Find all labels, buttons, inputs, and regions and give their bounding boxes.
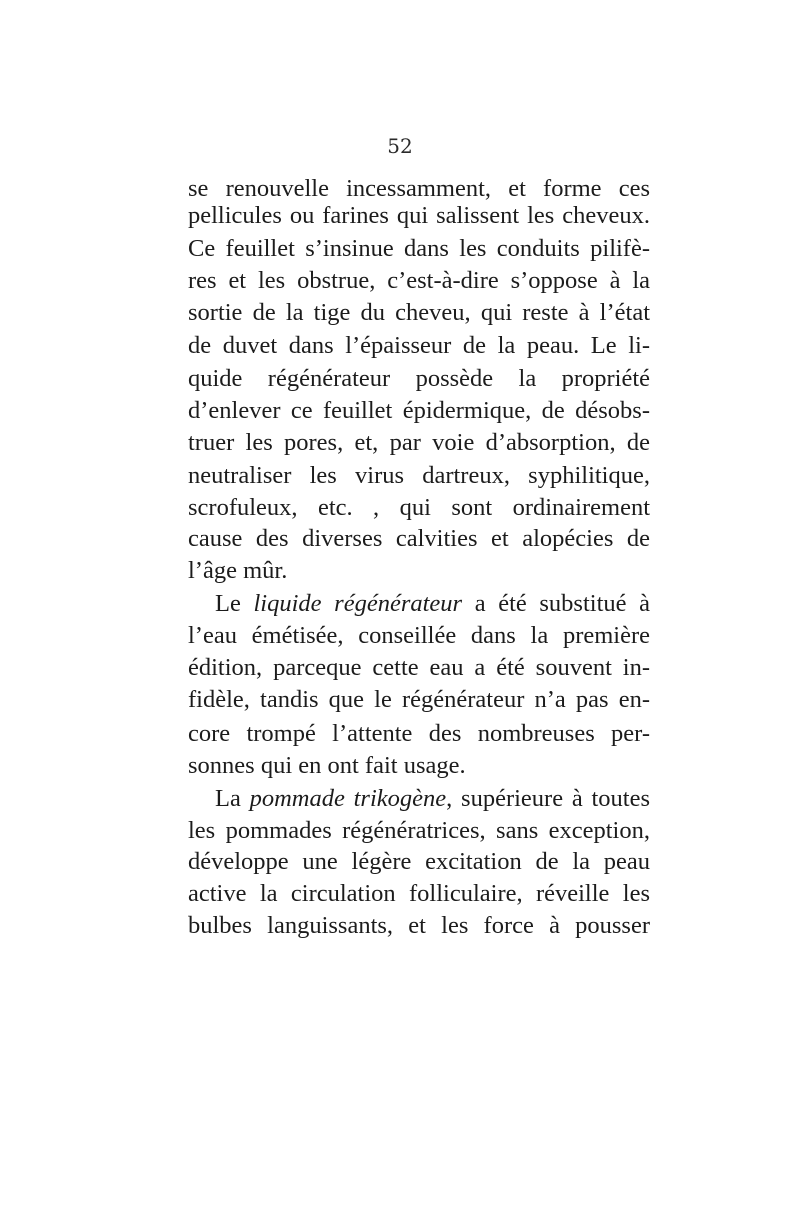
text-line: l’eau émétisée, conseillée dans la première (188, 622, 650, 649)
text-line: quide régénérateur possède la propriété (188, 365, 650, 392)
text-line: Ce feuillet s’insinue dans les conduits pilifè- (188, 235, 650, 262)
text-line: développe une légère excitation de la peau (188, 848, 650, 875)
text-line: truer les pores, et, par voie d’absorption, de (188, 429, 650, 456)
paragraph-end-line: sonnes qui en ont fait usage. (188, 752, 466, 779)
text-line: pellicules ou farines qui salissent les cheveux. (188, 202, 650, 229)
text-line: scrofuleux, etc. , qui sont ordinairement (188, 494, 650, 521)
text-line: édition, parceque cette eau a été souvent in- (188, 654, 650, 681)
line-tail: , supérieure à toutes (446, 785, 650, 812)
text-line: core trompé l’attente des nombreuses per- (188, 720, 650, 747)
page-number: 52 (387, 134, 413, 158)
line-lead: La (215, 785, 250, 812)
text-line: res et les obstrue, c’est-à-dire s’oppose à la (188, 267, 650, 294)
line-lead: Le (215, 590, 254, 617)
text-line: neutraliser les virus dartreux, syphilitique, (188, 462, 650, 489)
text-line: active la circulation folliculaire, réveille les (188, 880, 650, 907)
line-tail: a été substitué à (462, 590, 651, 617)
italic-term: pommade trikogène (249, 785, 447, 812)
text-line: sortie de la tige du cheveu, qui reste à l’état (188, 299, 650, 326)
text-line: les pommades régénératrices, sans exception, (188, 817, 650, 844)
text-line: fidèle, tandis que le régénérateur n’a pas en- (188, 686, 650, 713)
italic-term: liquide régénérateur (253, 590, 463, 617)
text-line: d’enlever ce feuillet épidermique, de désobs- (188, 397, 650, 424)
paragraph-end-line: l’âge mûr. (188, 557, 288, 584)
paragraph-start-line (215, 587, 650, 621)
text-line: de duvet dans l’épaisseur de la peau. Le li- (188, 332, 650, 359)
text-line: se renouvelle incessamment, et forme ces (188, 175, 650, 202)
text-line: cause des diverses calvities et alopécies de (188, 525, 650, 552)
paragraph-start-line (215, 782, 650, 816)
text-line: bulbes languissants, et les force à pousser (188, 912, 650, 939)
